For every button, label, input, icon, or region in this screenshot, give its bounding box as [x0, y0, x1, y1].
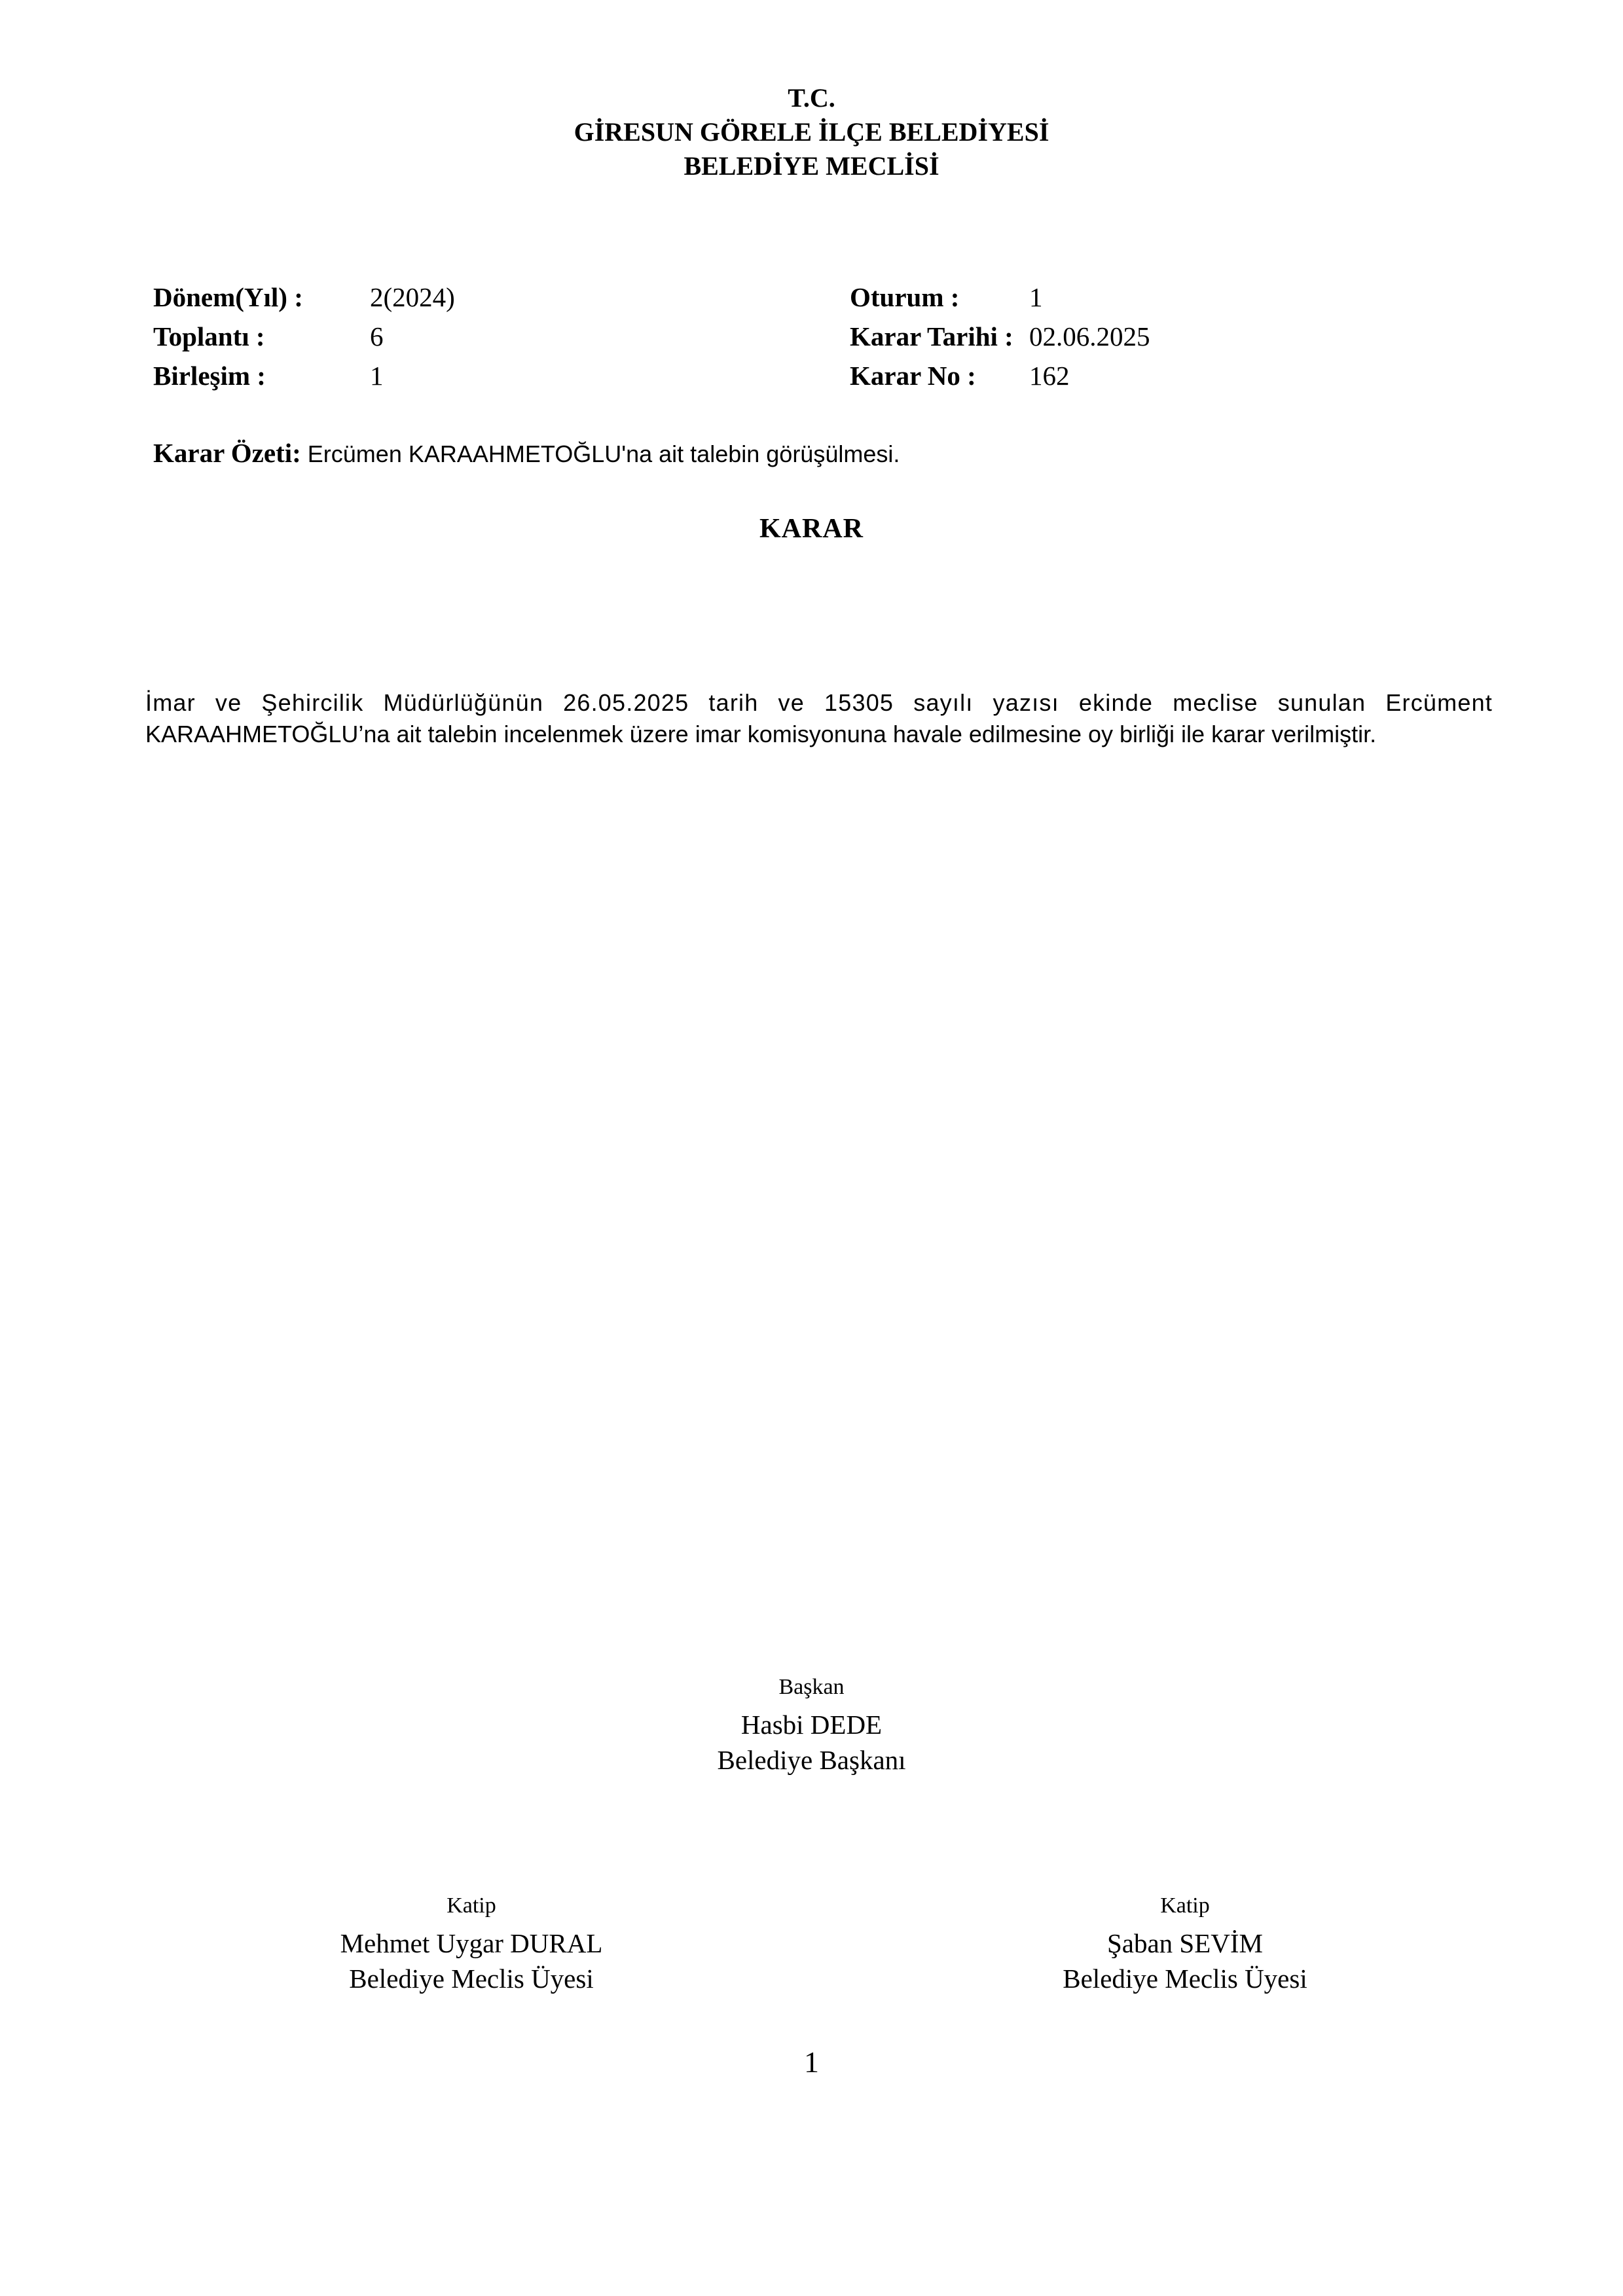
signature-clerk-right: [989, 1890, 1381, 1996]
page-number: 1: [804, 2045, 819, 2079]
section-title: KARAR: [759, 514, 864, 544]
body-line: İmar ve Şehircilik Müdürlüğünün 26.05.2025 tarih ve 15305 sayılı yazısı ekinde meclise sunulan Ercüment: [145, 689, 1493, 716]
document-header: [0, 81, 1623, 183]
header-municipality: GİRESUN GÖRELE İLÇE BELEDİYESİ: [574, 117, 1049, 147]
header-tc: T.C.: [788, 83, 835, 113]
signature-title: Belediye Başkanı: [717, 1745, 906, 1775]
signature-name: Mehmet Uygar DURAL: [340, 1928, 603, 1958]
signature-name: Şaban SEVİM: [1106, 1928, 1263, 1958]
signature-role: Başkan: [778, 1675, 845, 1699]
signature-chair: [0, 1672, 1623, 1778]
meta-row-toplanti: [153, 317, 742, 356]
meta-value: 6: [370, 321, 384, 351]
signature-name: Hasbi DEDE: [740, 1710, 883, 1740]
summary-label: Karar Özeti:: [153, 438, 301, 468]
meta-value: 2(2024): [370, 282, 455, 312]
meta-value: 02.06.2025: [1029, 321, 1150, 351]
summary-text: Ercümen KARAAHMETOĞLU'na ait talebin görüşülmesi.: [307, 440, 900, 467]
meta-label: Karar No :: [850, 361, 976, 391]
signature-title: Belediye Meclis Üyesi: [349, 1964, 594, 1994]
meta-row-donem: [153, 278, 742, 317]
meta-value: 1: [1029, 282, 1043, 312]
meta-right-block: [850, 278, 1374, 395]
meta-label: Toplantı :: [153, 321, 265, 351]
meta-label: Dönem(Yıl) :: [153, 282, 303, 312]
meta-row-birlesim: [153, 356, 742, 395]
meta-row-oturum: [850, 278, 1374, 317]
meta-left-block: [153, 278, 742, 395]
signature-clerk-left: [275, 1890, 668, 1996]
meta-value: 1: [370, 361, 384, 391]
meta-row-karar-tarihi: [850, 317, 1374, 356]
meta-value: 162: [1029, 361, 1070, 391]
meta-label: Birleşim :: [153, 361, 266, 391]
signature-role: Katip: [447, 1893, 496, 1918]
decision-body: [145, 687, 1493, 750]
header-council: BELEDİYE MECLİSİ: [684, 151, 939, 181]
meta-label: Karar Tarihi :: [850, 321, 1013, 351]
body-line: KARAAHMETOĞLU’na ait talebin incelenmek üzere imar komisyonuna havale edilmesine oy birliği ile karar verilmiştir.: [145, 721, 1377, 747]
meta-label: Oturum :: [850, 282, 960, 312]
signature-role: Katip: [1160, 1893, 1210, 1918]
signature-title: Belediye Meclis Üyesi: [1063, 1964, 1307, 1994]
meta-row-karar-no: [850, 356, 1374, 395]
decision-summary: [153, 437, 900, 469]
